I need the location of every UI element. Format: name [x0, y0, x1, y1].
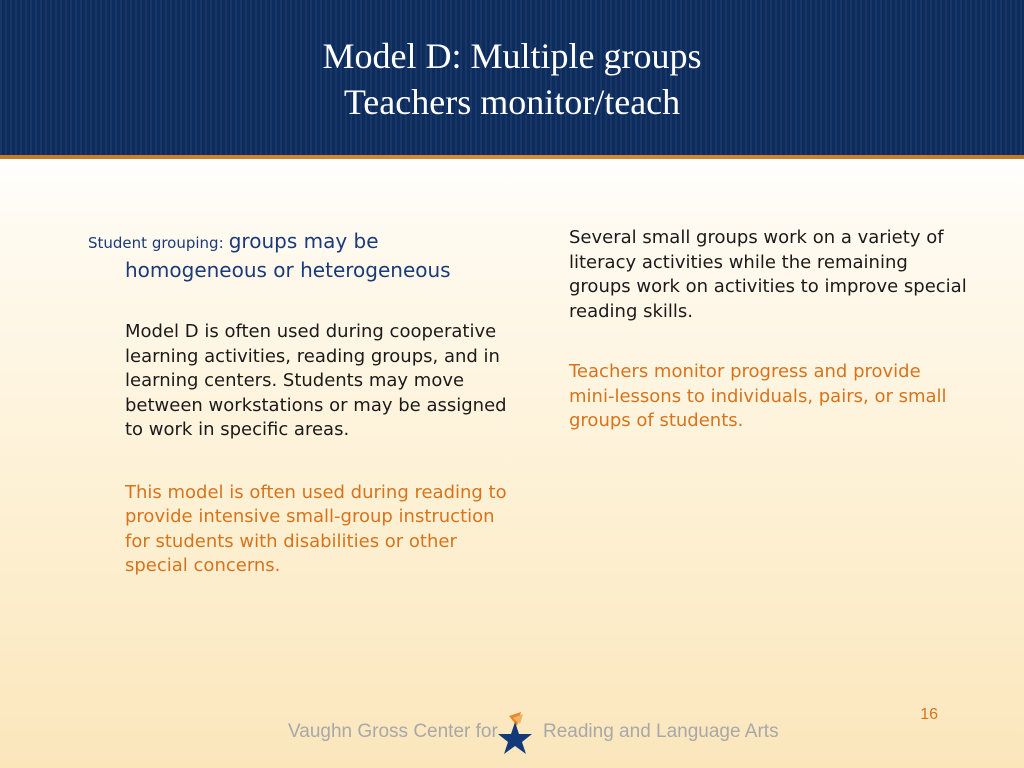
title-line-2: Teachers monitor/teach — [343, 82, 681, 122]
right-paragraph-2: Teachers monitor progress and provide mini-lessons to individuals, pairs, or small groups of students. — [569, 361, 947, 431]
left-column — [88, 228, 508, 579]
page-number: 16 — [920, 706, 938, 723]
slide-title — [0, 33, 1024, 125]
footer — [0, 708, 1024, 758]
star-book-logo-icon — [487, 708, 543, 756]
student-grouping-value-1: groups may be — [228, 229, 379, 253]
right-paragraph-1: Several small groups work on a variety of literacy activities while the remaining groups work on activities to improve special reading skills. — [569, 227, 967, 322]
student-grouping-label: Student grouping: — [88, 234, 224, 252]
footer-left-text: Vaughn Gross Center for — [288, 721, 498, 742]
header-rule — [0, 155, 1024, 159]
title-line-1: Model D: Multiple groups — [322, 36, 702, 76]
right-column — [569, 226, 969, 434]
left-paragraph-1: Model D is often used during cooperative learning activities, reading groups, and in learning centers. Students may move between workstations or may be assigned to work in specific areas. — [125, 321, 507, 440]
student-grouping-value-2: homogeneous or heterogeneous — [125, 258, 451, 282]
left-paragraph-2: This model is often used during reading to provide intensive small-group instruction for students with disabilities or other special concerns. — [125, 481, 507, 576]
student-grouping — [88, 228, 508, 284]
footer-right-text: Reading and Language Arts — [543, 721, 779, 742]
